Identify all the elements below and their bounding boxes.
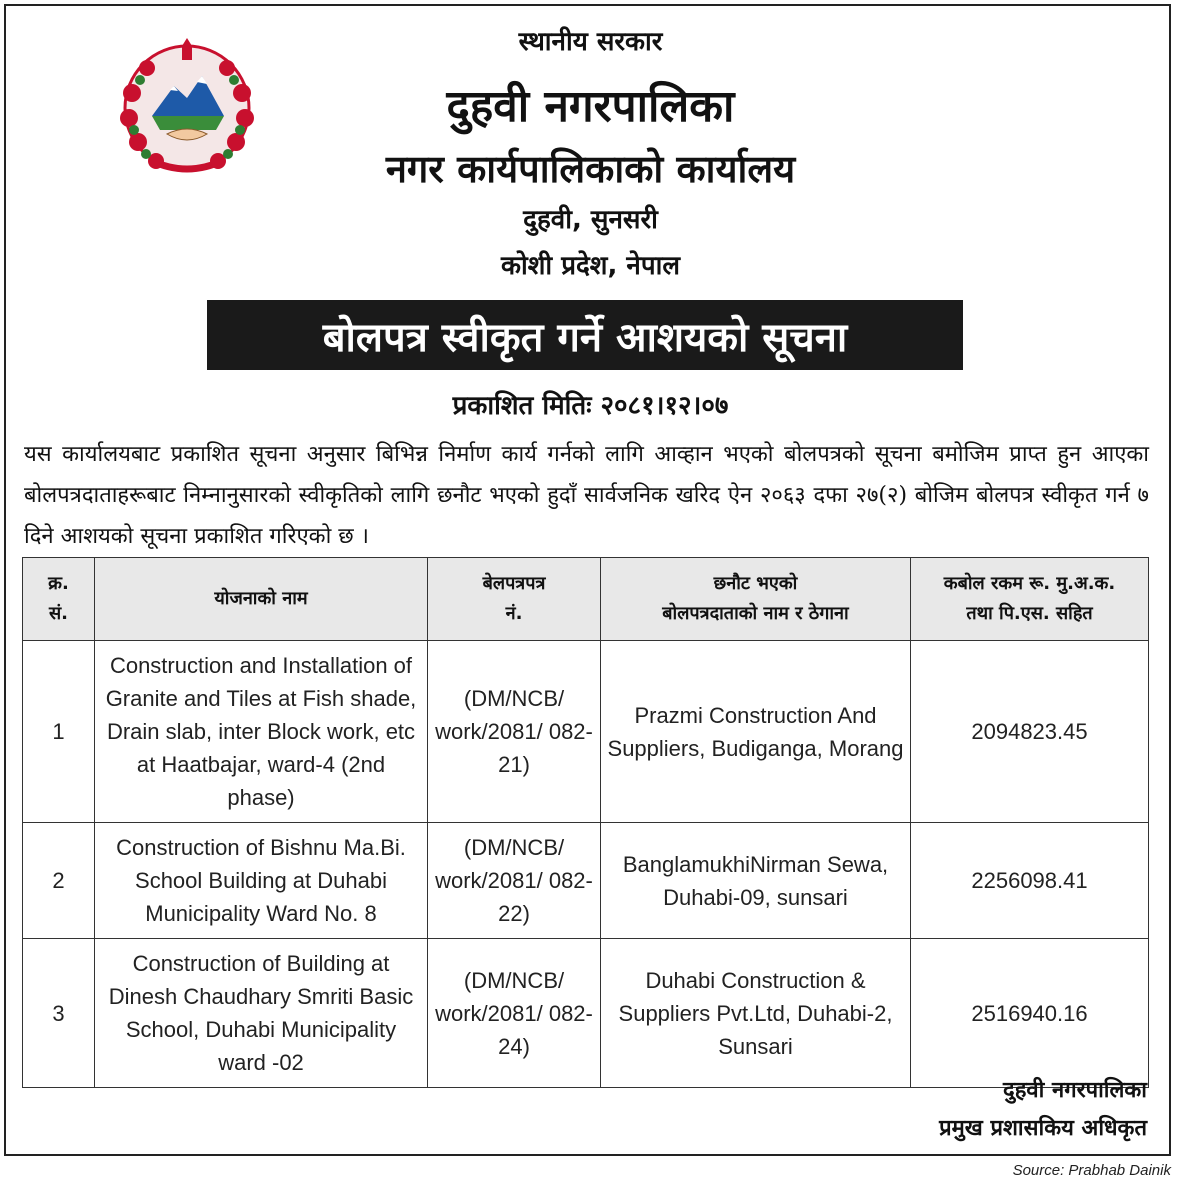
table-header-row	[23, 558, 1149, 641]
col-header-bid-no-line1: बेलपत्रपत्र	[482, 573, 546, 594]
notice-title: बोलपत्र स्वीकृत गर्ने आशयको सूचना	[322, 314, 848, 361]
published-date: प्रकाशित मितिः २०८१।१२।०७	[452, 391, 729, 421]
award-table	[22, 557, 1149, 1088]
col-header-project: योजनाको नाम	[95, 558, 428, 641]
col-header-bidder-line1: छनौट भएको	[713, 573, 798, 594]
cell-bidder: Duhabi Construction & Suppliers Pvt.Ltd, Duhabi-2, Sunsari	[601, 939, 911, 1088]
col-header-sn-line1: क्र.	[48, 573, 69, 594]
cell-sn: 2	[23, 823, 95, 939]
col-header-sn-line2: सं.	[48, 603, 68, 624]
province-label: कोशी प्रदेश, नेपाल	[501, 251, 680, 281]
cell-amount: 2094823.45	[911, 641, 1149, 823]
col-header-amount-line1: कबोल रकम रू. मु.अ.क.	[943, 573, 1116, 594]
col-header-amount-line2: तथा पि.एस. सहित	[966, 603, 1093, 624]
cell-project: Construction and Installation of Granite and Tiles at Fish shade, Drain slab, inter Block work, etc at Haatbajar, ward-4 (2nd phase)	[95, 641, 428, 823]
col-header-amount	[911, 558, 1149, 641]
cell-sn: 3	[23, 939, 95, 1088]
col-header-sn	[23, 558, 95, 641]
table-row	[23, 823, 1149, 939]
cell-amount: 2516940.16	[911, 939, 1149, 1088]
cell-bid-no: (DM/NCB/ work/2081/ 082-22)	[428, 823, 601, 939]
signature-officer: प्रमुख प्रशासकिय अधिकृत	[939, 1116, 1147, 1141]
source-credit: Source: Prabhab Dainik	[1012, 1162, 1171, 1179]
cell-project: Construction of Building at Dinesh Chaudhary Smriti Basic School, Duhabi Municipality ward -02	[95, 939, 428, 1088]
col-header-bid-no	[428, 558, 601, 641]
cell-amount: 2256098.41	[911, 823, 1149, 939]
cell-project: Construction of Bishnu Ma.Bi. School Building at Duhabi Municipality Ward No. 8	[95, 823, 428, 939]
signature-org: दुहवी नगरपालिका	[1003, 1078, 1147, 1103]
table-row	[23, 641, 1149, 823]
col-header-bid-no-line2: नं.	[505, 603, 523, 624]
col-header-bidder-line2: बोलपत्रदाताको नाम र ठेगाना	[662, 603, 849, 624]
cell-bidder: Prazmi Construction And Suppliers, Budiganga, Morang	[601, 641, 911, 823]
municipality-title: दुहवी नगरपालिका	[446, 81, 735, 132]
table-row	[23, 939, 1149, 1088]
cell-sn: 1	[23, 641, 95, 823]
office-title: नगर कार्यपालिकाको कार्यालय	[385, 147, 796, 191]
cell-bidder: BanglamukhiNirman Sewa, Duhabi-09, sunsari	[601, 823, 911, 939]
cell-bid-no: (DM/NCB/ work/2081/ 082-21)	[428, 641, 601, 823]
cell-bid-no: (DM/NCB/ work/2081/ 082-24)	[428, 939, 601, 1088]
col-header-bidder	[601, 558, 911, 641]
notice-body: यस कार्यालयबाट प्रकाशित सूचना अनुसार बिभिन्न निर्माण कार्य गर्नको लागि आव्हान भएको बोलपत्रको सूचना बमोजिम प्राप्त हुन आएका बोलपत्रदाताहरूबाट निम्नानुसारको स्वीकृतिको लागि छनौट भएको हुदाँ सार्वजनिक खरिद ऐन २०६३ दफा २७(२) बोजिम बोलपत्र स्वीकृत गर्न ७ दिने आशयको सूचना प्रकाशित गरिएको छ ।	[24, 442, 1149, 549]
place-label: दुहवी, सुनसरी	[523, 205, 658, 235]
local-government-label: स्थानीय सरकार	[518, 27, 663, 57]
notice-title-banner	[207, 300, 963, 370]
